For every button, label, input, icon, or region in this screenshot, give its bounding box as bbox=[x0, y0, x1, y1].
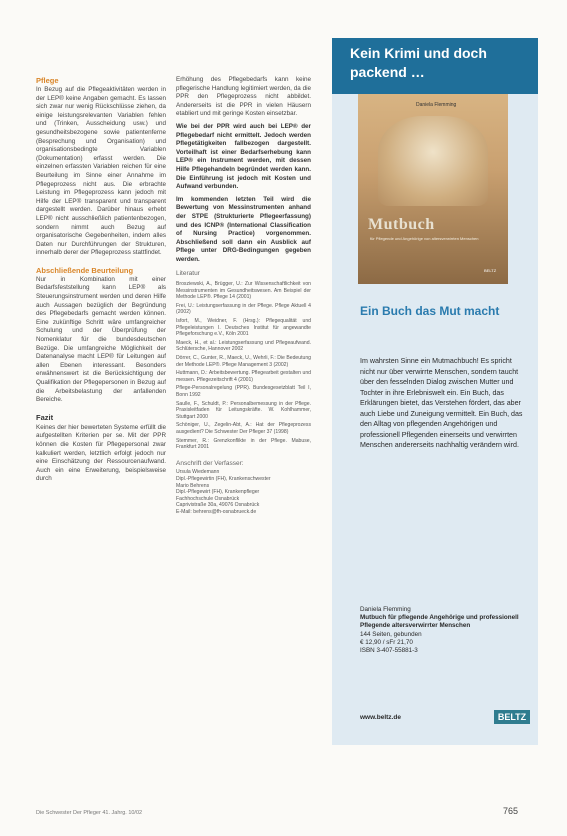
literature-list bbox=[176, 281, 311, 451]
literature-item: Frei, U.: Leistungserfassung in der Pflege. Pflege Aktuell 4 (2002) bbox=[176, 302, 311, 316]
text-column-middle bbox=[176, 76, 311, 515]
literature-heading: Literatur bbox=[176, 270, 200, 278]
paragraph-beurteilung: Nur in Kombination mit einer Bedarfsfeststellung kann LEP® als Steuerungsinstrument werden und deren Hilfe auch Aussagen bezüglich der Begründung des Pflegebedarfs gemacht werden können. Eine zukünftige Schritt wäre umfangreicher Schulung und der Überprüfung der Nomenklatur für die bundesdeutschen Bezüge. Die umfangreiche Möglichkeit der Datenanalyse macht LEP® für Leitungen auf allen Ebenen interessant. Besonders erwähnenswert ist die Berücksichtigung der Qualifikation der Pflegepersonen in Bezug auf die Arbeitsbelastung der anfallenden Bereiche. bbox=[36, 275, 166, 404]
literature-item: Schöniger, U., Zegelin-Abt, A.: Hat der Pflegeprozess ausgedient? Die Schwester Der Pfleger 37 (1998) bbox=[176, 422, 311, 435]
author-heading: Anschrift der Verfasser: bbox=[176, 459, 244, 467]
literature-item: Saulle, F., Schuldt, P.: Personalbemessung in der Pflege. Praxisleitfaden für Leitungskräfte. W. Kohlhammer, Stuttgart 2000 bbox=[176, 400, 311, 420]
book-cover-author: Daniela Flemming bbox=[416, 102, 457, 108]
ad-info-isbn: ISBN 3-407-55881-3 bbox=[360, 647, 418, 655]
section-heading-pflege: Pflege bbox=[36, 76, 59, 85]
literature-item: Dörrer, C., Gunter, R., Maeck, U., Wehrli, F.: Die Bedeutung der Methode LEP®. Pflege Management 3 (2002) bbox=[176, 355, 311, 368]
literature-item: Huttmann, D.: Arbeitsbewertung. Pflegearbeit gestalten und messen. Pflegezeitschrift 4 (2001) bbox=[176, 370, 311, 383]
paragraph-pflege: In Bezug auf die Pflegeaktivitäten werden in der LEP® keine Angaben gemacht. Es lassen sich zwar nur wenig Rückschlüsse ziehen, da einige leistungsrelevanten Variablen fehlen und (Trinken, Ausscheidung usw.) und gesundheitsbezogene sowie patientenferne (Besprechung und Organisation) und organisationsbedingte Variablen (Dokumentation) erfasst werden. Die einzelnen erfassten Variablen reichen für eine Beurteilung im Sinne einer Annahme im Pflegeprozess nicht aus. Die erbrachte Leistung im Pflegeprozess kann jedoch mit Hilfe der LEP® transparent und transparent dargestellt werden. Darüber hinaus erhebt LEP® nicht ausschließlich patientenbezogen, sondern nimmt auch Bezug auf organisatorische Gegebenheiten, indem alles Daten nur Durchführungen der Strukturen, innerhalb derer der Pflegeprozess stattfindet. bbox=[36, 86, 166, 257]
section-heading-beurteilung: Abschließende Beurteilung bbox=[36, 265, 134, 275]
section-heading-fazit: Fazit bbox=[36, 412, 54, 422]
ad-header-band bbox=[332, 38, 538, 94]
author-address bbox=[176, 461, 311, 516]
book-cover-logo: BELTZ bbox=[484, 268, 497, 273]
ad-body-text: Im wahrsten Sinne ein Mutmachbuch! Es spricht nicht nur über verwirrte Menschen, sondern taucht über den fesselnden Dialog zwischen Mutter und Tochter in ihre Erlebniswelt ein. Ein Buch, das Erklärungen bietet, das Verstehen fördert, das aber auch Liebe und Zuneigung vermittelt. Ein Buch, das den Alltag von pflegenden Angehörigen und professionell Pflegenden einerseits und verwirrten Menschen andererseits nachhaltig verändern wird. bbox=[360, 357, 523, 449]
ad-info-title: Mutbuch für pflegende Angehörige und professionell Pflegende altersverwirrter Menschen bbox=[360, 614, 519, 630]
literature-item: Isfort, M., Weidner, F. (Hrsg.): Pflegequalität und Pflegeleistungen I. Deutsches Institut für angewandte Pflegeforschung e.V., Köln 2001 bbox=[176, 318, 311, 338]
book-cover-illustration bbox=[378, 116, 488, 206]
author-line: Caprivistraße 30a, 49076 Osnabrück bbox=[176, 502, 260, 509]
literature-item: Stemmer, R.: Grenzkonflikte in der Pflege. Mabuse, Frankfurt 2001 bbox=[176, 437, 311, 451]
ad-info-pages: 144 Seiten, gebunden bbox=[360, 630, 422, 638]
book-advertisement bbox=[332, 38, 538, 745]
paragraph-lep: Wie bei der PPR wird auch bei LEP® der Pflegebedarf nicht ermittelt. Jedoch werden Pflegetätigkeiten fallbezogen dargestellt. Vorteilhaft ist einer Bedarfserhebung kann LEP® ein Instrument werden, mit dessen Hilfe Pflegehandeln begründet werden kann. Die Einführung ist jedoch mit Kosten und Aufwand verbunden. bbox=[176, 122, 311, 191]
literature-item: Brosziewski, A., Brügger, U.: Zur Wissenschaftlichkeit von Messinstrumenten im Gesundheitswesen. Am Beispiel der Methode LEP®. Pflege 14 (2001) bbox=[176, 281, 311, 301]
ad-info-price: € 12,90 / sFr 21,70 bbox=[360, 638, 413, 646]
book-cover-subtitle: für Pflegende und Angehörige von altersverwirrten Menschen bbox=[370, 236, 479, 241]
literature-item: Pflege-Personalregelung (PPR). Bundesgesetzblatt Teil I, Bonn 1992 bbox=[176, 385, 311, 398]
ad-info-author: Daniela Flemming bbox=[360, 606, 411, 613]
author-line: Fachhochschule Osnabrück bbox=[176, 495, 240, 502]
text-column-left bbox=[36, 76, 166, 488]
author-line: Ursula Wiedemann bbox=[176, 469, 220, 476]
book-cover-title: Mutbuch bbox=[368, 216, 435, 233]
literature-item: Maeck, H., et al.: Leistungserfassung und Pflegeaufwand. Schlütersche, Hannover 2002 bbox=[176, 339, 311, 353]
book-cover-image bbox=[358, 94, 508, 284]
author-line: Mario Behrens bbox=[176, 482, 210, 489]
page-number: 765 bbox=[503, 806, 519, 816]
paragraph-intro: Erhöhung des Pflegebedarfs kann keine pflegerische Handlung legitimiert werden, da die PPR den Pflegeprozess nicht abbildet. Andererseits ist die PPR in vielen Häusern etabliert und mit geringe Kosten einsetzbar. bbox=[176, 76, 311, 118]
paragraph-fazit: Keines der hier bewerteten Systeme erfüllt die aufgestellten Kriterien per se. Mit der PPR können die Kosten für Pflegepersonal zwar kalkuliert werden, letztlich erfolgt jedoch nur eine Einschätzung der Ressourcenaufwand. Auch ein eine Erweiterung, beispielsweise durch bbox=[36, 423, 166, 483]
ad-headline: Kein Krimi und doch packend … bbox=[350, 45, 487, 80]
ad-subheadline: Ein Buch das Mut macht bbox=[360, 304, 500, 318]
ad-book-info bbox=[360, 606, 528, 655]
publisher-logo: BELTZ bbox=[494, 710, 530, 724]
paragraph-outlook: Im kommenden letzten Teil wird die Bewertung von Messinstrumenten anhand der STPE (Strukturierte Pflegeerfassung) und des ICNP® (International Classification of Nursing Practice) vorgenommen. Abschließend soll dann ein Ausblick auf Pflege unter DRG-Bedingungen gegeben werden. bbox=[176, 195, 311, 263]
author-line: Dipl.-Pflegewirtin (FH), Krankenschwester bbox=[176, 475, 271, 482]
journal-footer: Die Schwester Der Pfleger 41. Jahrg. 10/02 bbox=[36, 810, 143, 816]
ad-website-link[interactable]: www.beltz.de bbox=[360, 714, 401, 721]
author-line: Dipl.-Pflegewirt (FH), Krankenpfleger bbox=[176, 489, 260, 496]
author-line: E-Mail: behrens@fh-osnabrueck.de bbox=[176, 508, 257, 515]
